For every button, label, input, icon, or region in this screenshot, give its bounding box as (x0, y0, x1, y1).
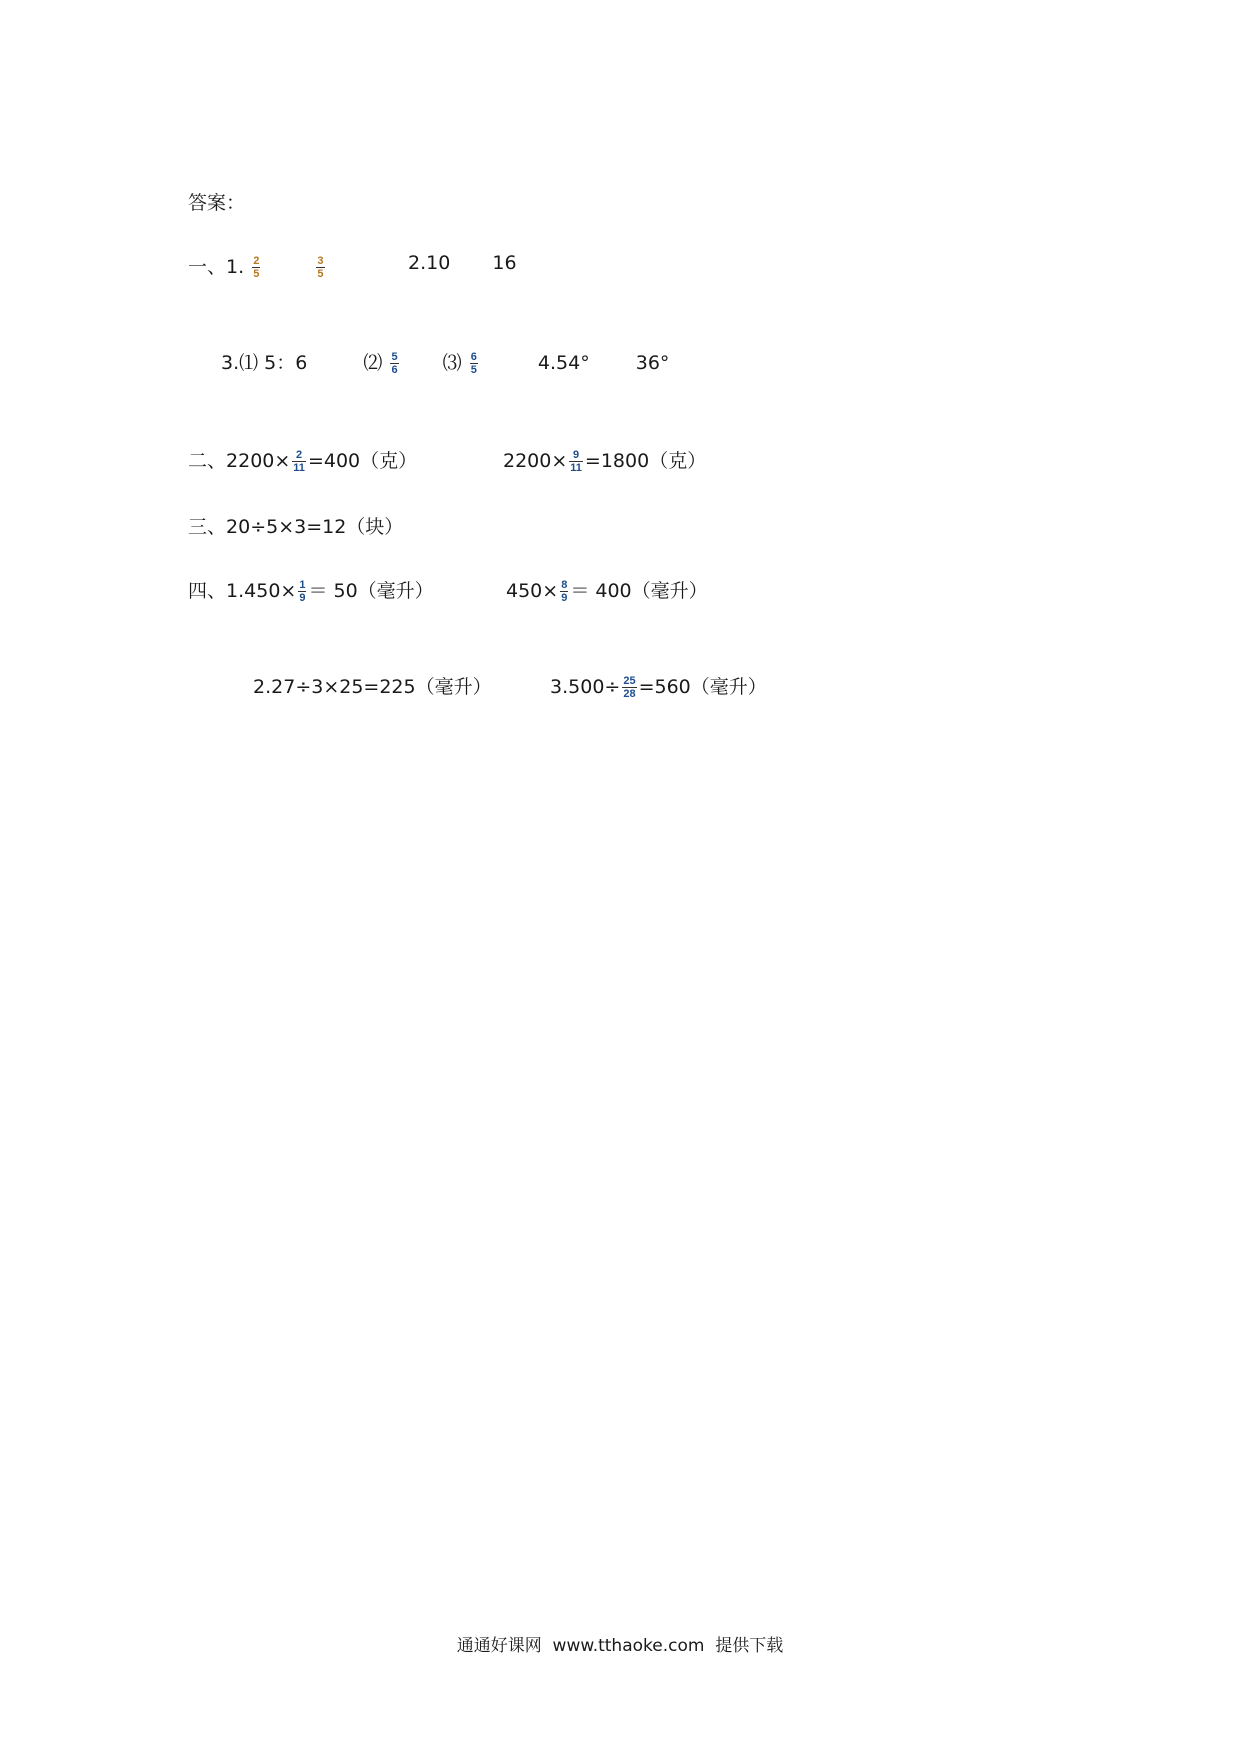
section4-q1-eq1-rhs: ＝ 50（毫升） (308, 580, 434, 602)
section3-eq (188, 512, 403, 539)
q2-value-b: 16 (492, 252, 517, 274)
q1-fraction-a-den: 5 (253, 268, 260, 280)
q4-label: 4. (537, 352, 557, 374)
section2-eq2-fraction (569, 449, 583, 474)
section4-q3-label: 3. (550, 676, 569, 698)
q3-fraction-2-den: 6 (391, 364, 398, 376)
section1-marker: 一、 (188, 256, 227, 278)
section4-q1-eq1-fraction-den: 9 (299, 592, 306, 604)
section2-eq2-lhs: 2200× (503, 450, 568, 472)
section4-q3-lhs: 500÷ (568, 676, 621, 698)
section4-q1-eq2-lhs: 450× (506, 580, 559, 602)
q1-fraction-a-num: 2 (253, 255, 260, 267)
section4-q2-label: 2. (253, 676, 272, 698)
section2-eq2-fraction-num: 9 (569, 449, 583, 462)
q3-part1: ⑴ 5：6 (239, 352, 308, 374)
page-footer: 通通好课网 www.tthaoke.com 提供下载 (456, 1636, 784, 1656)
section2-eq1 (188, 446, 417, 474)
section4-q1-eq2 (506, 576, 708, 604)
section2-marker: 二、 (188, 450, 227, 472)
section4-q1-eq2-fraction-den: 9 (561, 592, 568, 604)
section2-eq1-fraction (292, 449, 306, 474)
section4-q1-eq2-fraction (560, 579, 568, 604)
section3-marker: 三、 (188, 516, 227, 538)
section2-eq1-fraction-num: 2 (292, 449, 306, 462)
section4-q3-fraction-den: 28 (623, 688, 636, 700)
section4-q1-eq2-fraction-num: 8 (561, 579, 568, 591)
section4-q2-equation: 27÷3×25=225（毫升） (271, 676, 492, 698)
q3-label: 3. (221, 352, 240, 374)
q2-value-a: 10 (426, 252, 451, 274)
q4-value-b: 36° (635, 352, 670, 374)
section1-row1 (188, 252, 327, 280)
q1-fraction-b-num: 3 (317, 255, 324, 267)
section2-eq1-rhs: =400（克） (307, 450, 418, 472)
q3-fraction-3 (470, 351, 478, 376)
section2-eq2-rhs: =1800（克） (584, 450, 707, 472)
q3-part2-label: ⑵ (363, 352, 383, 374)
q2-answer (408, 252, 517, 274)
section2-eq1-lhs: 2200× (226, 450, 291, 472)
section4-q2 (253, 672, 492, 699)
q4-value-a: 54° (556, 352, 590, 374)
section4-q1-eq1-lhs: 450× (244, 580, 297, 602)
section4-q1-eq1-fraction-num: 1 (299, 579, 306, 591)
q3-fraction-2-num: 5 (391, 351, 398, 363)
section4-q1-eq2-rhs: ＝ 400（毫升） (570, 580, 708, 602)
q3-fraction-2 (390, 351, 398, 376)
section2-eq2-fraction-den: 11 (570, 462, 582, 474)
section4-q1-eq1 (188, 576, 434, 604)
section4-q3-fraction (622, 675, 636, 700)
section1-row2 (221, 348, 669, 376)
section3-equation: 20÷5×3=12（块） (226, 516, 404, 538)
q1-fraction-b (316, 255, 324, 280)
q3-part3-label: ⑶ (442, 352, 462, 374)
q3-fraction-3-den: 5 (470, 364, 477, 376)
section4-q3-rhs: =560（毫升） (638, 676, 767, 698)
section4-q3 (550, 672, 767, 700)
section2-eq2 (503, 446, 706, 474)
q2-label: 2. (408, 252, 427, 274)
q1-label: 1. (226, 256, 245, 278)
section4-q1-eq1-fraction (298, 579, 306, 604)
section4-q1-label: 1. (226, 580, 245, 602)
q3-fraction-3-num: 6 (470, 351, 477, 363)
section2-eq1-fraction-den: 11 (293, 462, 305, 474)
section4-q3-fraction-num: 25 (623, 675, 636, 687)
section4-marker: 四、 (188, 580, 227, 602)
q1-fraction-a (252, 255, 260, 280)
answer-heading: 答案： (188, 192, 246, 214)
q1-fraction-b-den: 5 (317, 268, 324, 280)
